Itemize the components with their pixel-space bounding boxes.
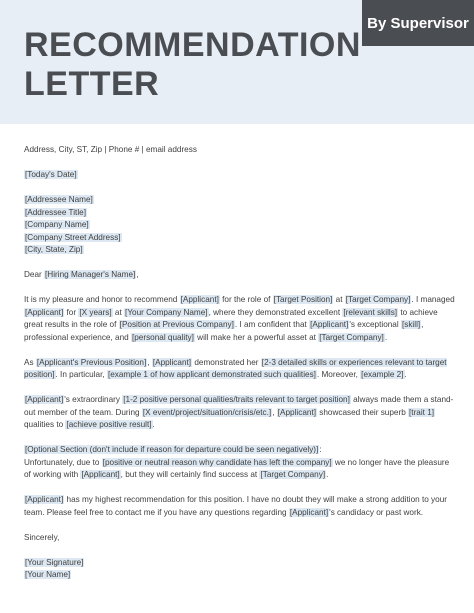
addressee-block <box>24 194 456 257</box>
signature-placeholder: [Your Signature] <box>25 557 84 567</box>
date-line <box>24 169 456 182</box>
hiring-manager-placeholder: [Hiring Manager's Name] <box>45 270 136 279</box>
paragraph-skills: As [Applicant's Previous Position], [Applicant] demonstrated her [2-3 detailed skills or experiences relevant to target position]. In particular, [example 1 of how applicant demonstrated such qualities]. Moreover, [example 2]. <box>24 357 447 379</box>
your-name-placeholder: [Your Name] <box>25 570 71 579</box>
paragraph-optional: [Optional Section (don't include if reason for departure could be seen negatively)]: Unfortunately, due to [positive or neutral reason why candidate has left the company] we no longer have the pleasure of working with [Applicant], but they will certainly find success at [Target Company]. <box>24 445 450 479</box>
contact-line: Address, City, ST, Zip | Phone # | email address <box>24 145 197 154</box>
addressee-name: [Addressee Name] <box>25 195 93 204</box>
document-title-line1: RECOMMENDATION <box>24 26 361 64</box>
addressee-title: [Addressee Title] <box>25 207 86 217</box>
letter-body <box>24 144 456 582</box>
paragraph-closing: [Applicant] has my highest recommendation for this position. I have no doubt they will make a strong addition to your team. Please feel free to contact me if you have any questions regarding [Applicant]'s candidacy or past work. <box>24 495 447 517</box>
addressee-street: [Company Street Address] <box>25 232 121 242</box>
paragraph-intro: It is my pleasure and honor to recommend [Applicant] for the role of [Target Position] at [Target Company]. I managed [Applicant] for [X years] at [Your Company Name], where they demonstrated excellent [relevant skills] to achieve great results in the role of [Position at Previous Company]. I am confident that [Applicant]'s exceptional [skill], professional experience, and [personal quality] will make her a powerful asset at [Target Company]. <box>24 295 455 342</box>
addressee-city: [City, State, Zip] <box>25 245 83 254</box>
document-title-line2: LETTER <box>24 65 160 103</box>
greeting: Dear [Hiring Manager's Name], <box>24 270 139 279</box>
by-supervisor-badge: By Supervisor <box>362 0 474 46</box>
date-placeholder: [Today's Date] <box>25 170 77 179</box>
paragraph-traits: [Applicant]'s extraordinary [1-2 positive personal qualities/traits relevant to target position] always made them a stand-out member of the team. During [X event/project/situation/crisis/etc.], [Applicant] showcased their superb [trait 1] qualities to [achieve positive result]. <box>24 395 454 429</box>
closing-salutation: Sincerely, <box>24 532 60 542</box>
addressee-company: [Company Name] <box>25 220 89 229</box>
